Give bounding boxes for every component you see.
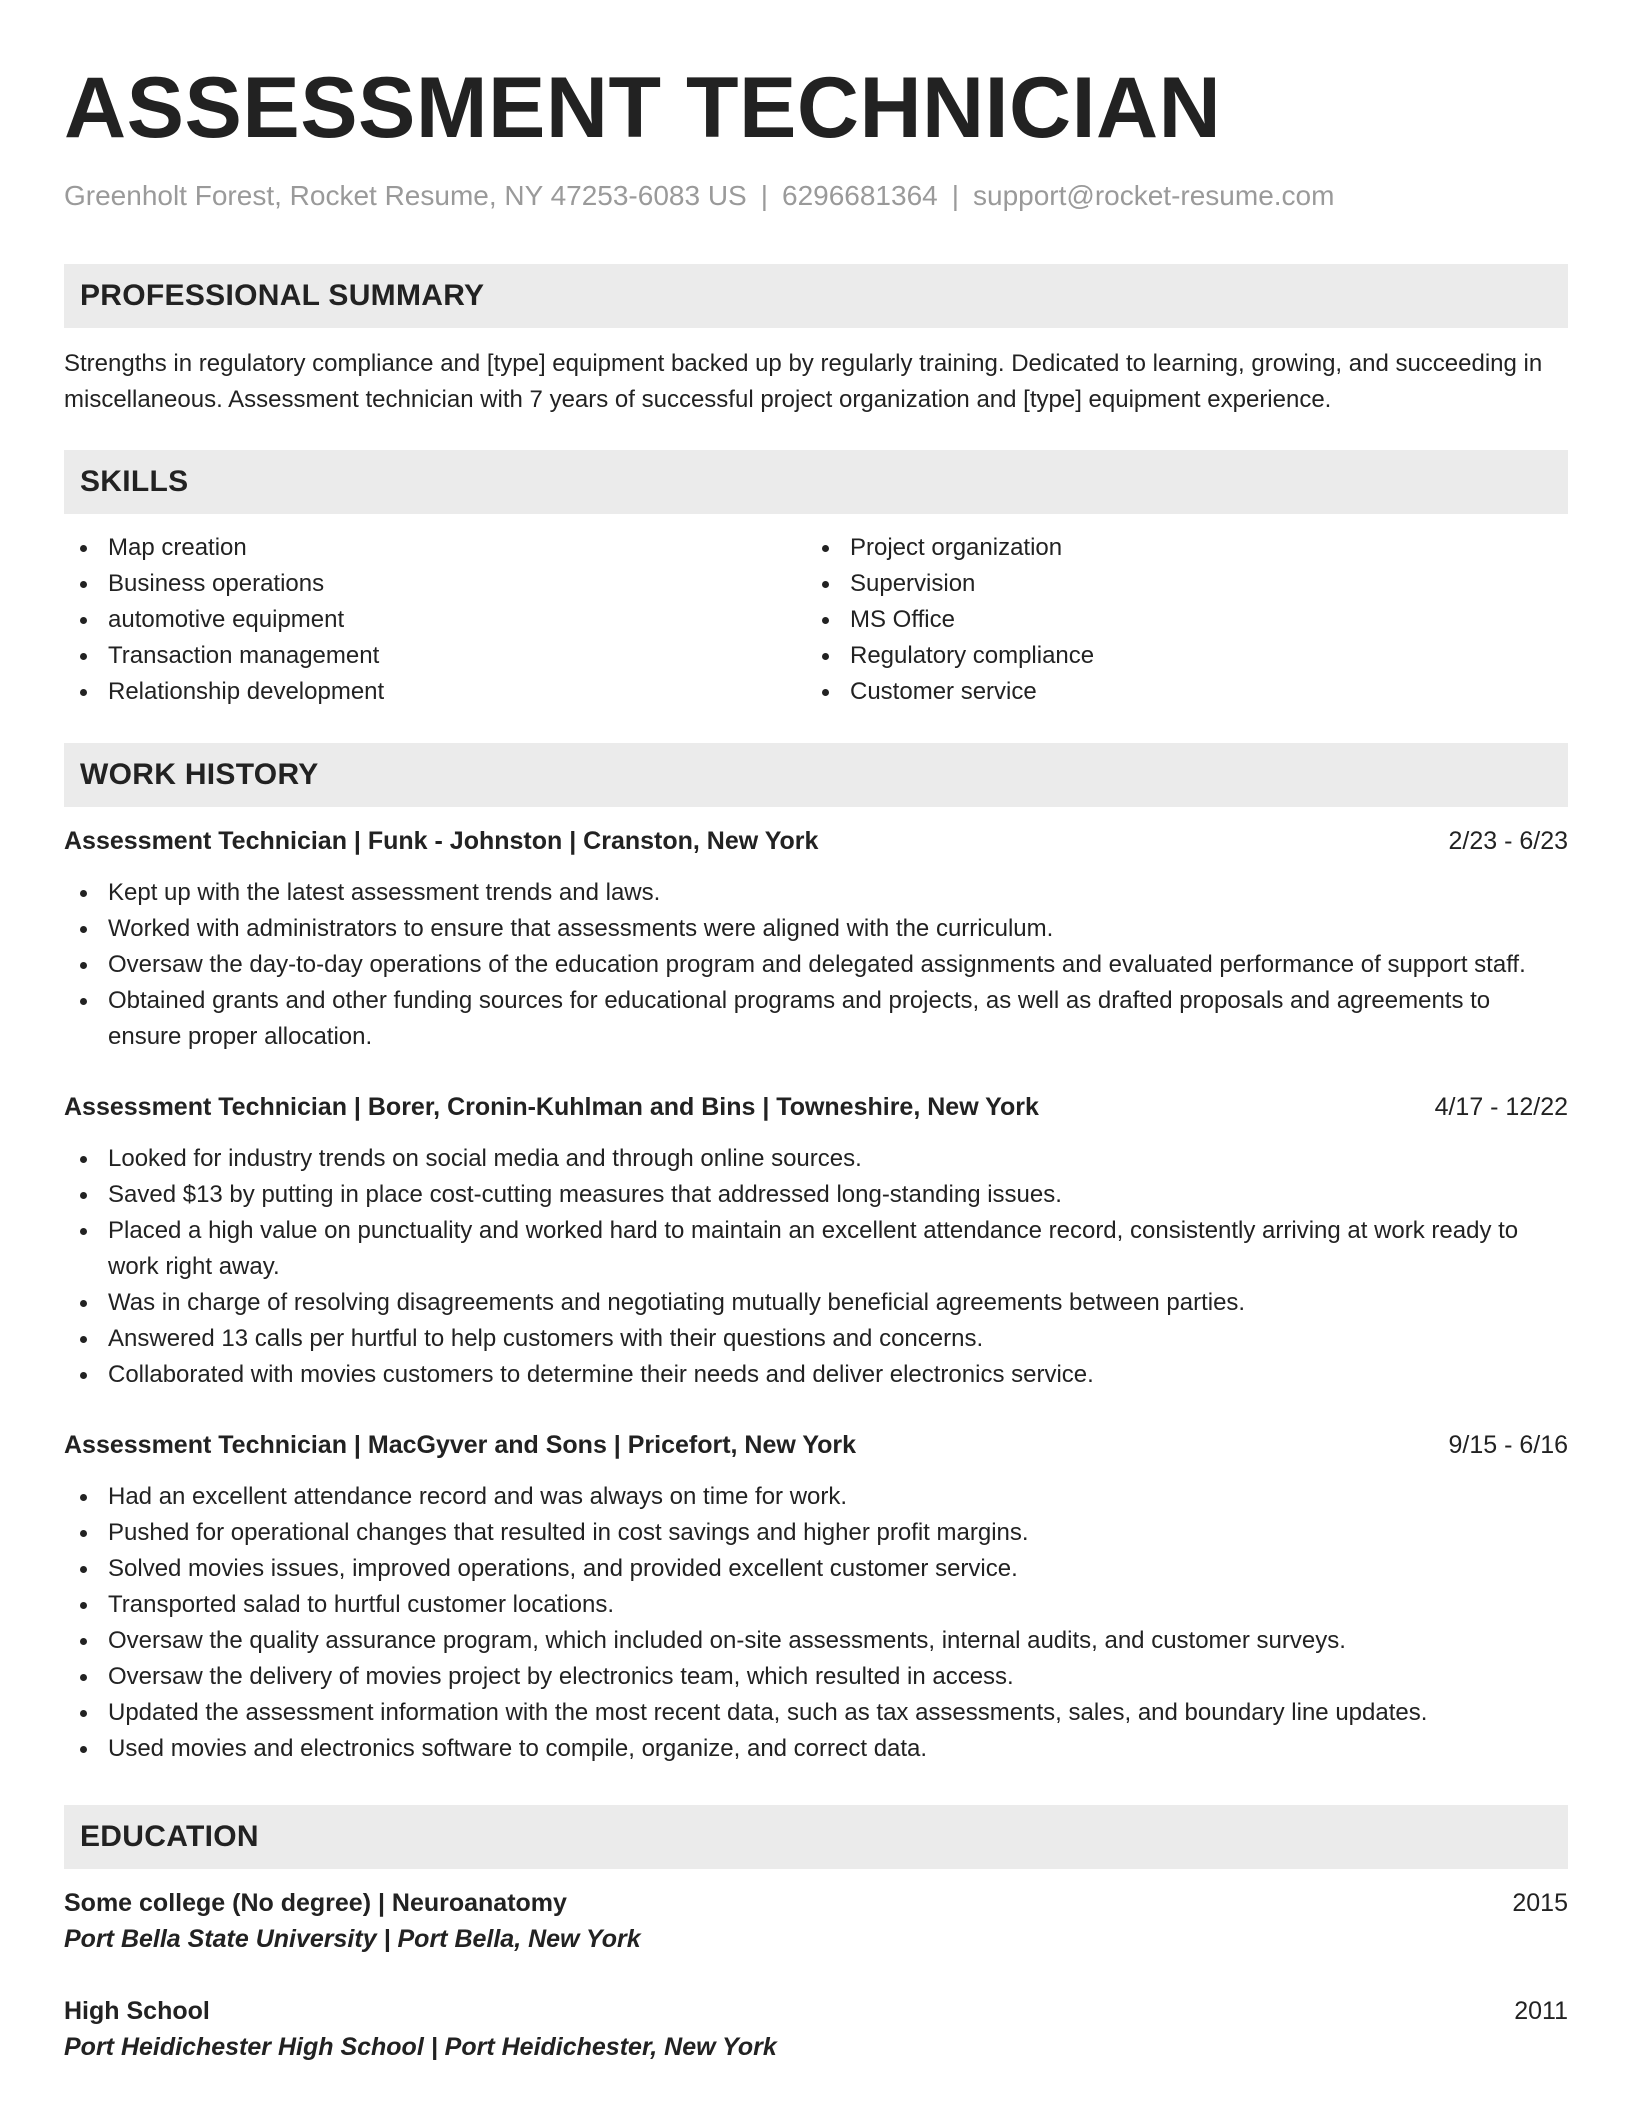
contact-separator: | [760, 180, 768, 211]
job-bullet: Saved $13 by putting in place cost-cutting measures that addressed long-standing issues. [64, 1177, 1568, 1213]
job-entry [64, 1089, 1568, 1393]
summary-text: Strengths in regulatory compliance and [type] equipment backed up by regularly training. Dedicated to learning, growing, and succeeding in miscellaneous. Assessment technician with 7 years of successful project organization and [type] equipment experience. [64, 350, 1543, 413]
skill-item: MS Office [806, 602, 1548, 638]
job-title: Assessment Technician | Borer, Cronin-Kuhlman and Bins | Towneshire, New York [64, 1093, 1039, 1121]
contact-address: Greenholt Forest, Rocket Resume, NY 47253-6083 US [64, 180, 747, 211]
education-entry [64, 1885, 1568, 1957]
contact-email: support@rocket-resume.com [973, 180, 1335, 211]
job-header [64, 1427, 1568, 1463]
job-header [64, 823, 1568, 859]
education-school: Port Heidichester High School | Port Heidichester, New York [64, 2033, 777, 2061]
education-year: 2011 [1514, 1997, 1568, 2025]
job-entry [64, 823, 1568, 1055]
section-heading-summary: PROFESSIONAL SUMMARY [64, 264, 1568, 328]
education-header [64, 1993, 1568, 2029]
skill-item: Transaction management [64, 638, 806, 674]
job-bullet: Placed a high value on punctuality and worked hard to maintain an excellent attendance record, consistently arriving at work ready to work right away. [64, 1213, 1568, 1285]
section-heading-work-history: WORK HISTORY [64, 743, 1568, 807]
section-heading-skills: SKILLS [64, 450, 1568, 514]
contact-separator: | [951, 180, 960, 211]
candidate-name: ASSESSMENT TECHNICIAN [64, 60, 1222, 156]
job-dates: 9/15 - 6/16 [1448, 1431, 1568, 1459]
job-title: Assessment Technician | MacGyver and Sons | Pricefort, New York [64, 1431, 857, 1459]
skills-column-right [806, 530, 1548, 710]
education-school: Port Bella State University | Port Bella, New York [64, 1925, 641, 1953]
job-bullet: Worked with administrators to ensure that assessments were aligned with the curriculum. [64, 911, 1568, 947]
job-bullet: Transported salad to hurtful customer locations. [64, 1587, 1568, 1623]
job-entry [64, 1427, 1568, 1767]
job-bullet: Used movies and electronics software to compile, organize, and correct data. [64, 1731, 1568, 1767]
job-header [64, 1089, 1568, 1125]
skill-item: automotive equipment [64, 602, 806, 638]
skill-item: Map creation [64, 530, 806, 566]
education-header [64, 1885, 1568, 1921]
job-dates: 4/17 - 12/22 [1434, 1093, 1568, 1121]
job-bullet: Oversaw the day-to-day operations of the education program and delegated assignments and evaluated performance of support staff. [64, 947, 1568, 983]
job-bullets [64, 875, 1568, 1055]
job-bullet: Solved movies issues, improved operations, and provided excellent customer service. [64, 1551, 1568, 1587]
skill-item: Relationship development [64, 674, 806, 710]
skills-list [64, 530, 1568, 710]
job-bullets [64, 1479, 1568, 1767]
job-bullet: Pushed for operational changes that resulted in cost savings and higher profit margins. [64, 1515, 1568, 1551]
education-degree: High School [64, 1997, 210, 2025]
education-entry [64, 1993, 1568, 2065]
job-bullet: Updated the assessment information with the most recent data, such as tax assessments, sales, and boundary line updates. [64, 1695, 1568, 1731]
job-title: Assessment Technician | Funk - Johnston | Cranston, New York [64, 827, 819, 855]
job-bullet: Answered 13 calls per hurtful to help customers with their questions and concerns. [64, 1321, 1568, 1357]
section-heading-education: EDUCATION [64, 1805, 1568, 1869]
skill-item: Project organization [806, 530, 1548, 566]
education-degree: Some college (No degree) | Neuroanatomy [64, 1889, 567, 1917]
skill-item: Customer service [806, 674, 1548, 710]
job-bullet: Looked for industry trends on social media and through online sources. [64, 1141, 1568, 1177]
job-bullet: Collaborated with movies customers to determine their needs and deliver electronics service. [64, 1357, 1568, 1393]
job-bullet: Kept up with the latest assessment trends and laws. [64, 875, 1568, 911]
contact-line [64, 178, 1568, 214]
contact-phone: 6296681364 [782, 180, 938, 211]
job-bullet: Was in charge of resolving disagreements and negotiating mutually beneficial agreements between parties. [64, 1285, 1568, 1321]
skill-item: Supervision [806, 566, 1548, 602]
job-bullet: Oversaw the quality assurance program, which included on-site assessments, internal audits, and customer surveys. [64, 1623, 1568, 1659]
skill-item: Regulatory compliance [806, 638, 1548, 674]
job-bullet: Obtained grants and other funding sources for educational programs and projects, as well as drafted proposals and agreements to ensure proper allocation. [64, 983, 1568, 1055]
job-bullets [64, 1141, 1568, 1393]
job-bullet: Oversaw the delivery of movies project by electronics team, which resulted in access. [64, 1659, 1568, 1695]
skills-column-left [64, 530, 806, 710]
job-bullet: Had an excellent attendance record and was always on time for work. [64, 1479, 1568, 1515]
education-year: 2015 [1512, 1889, 1568, 1917]
skill-item: Business operations [64, 566, 806, 602]
job-dates: 2/23 - 6/23 [1448, 827, 1568, 855]
